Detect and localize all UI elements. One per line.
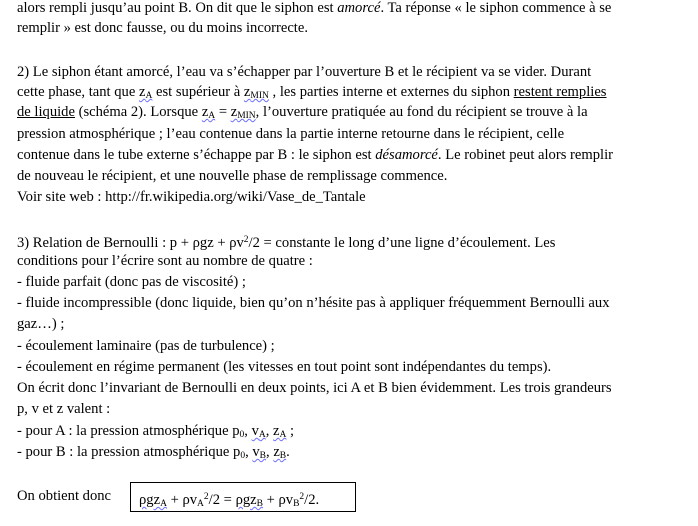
rho-g-z-a: ρgz$_A$ xyxy=(139,492,167,509)
p3-point-b: - pour B : la pression atmosphérique $p_0$, $v_B$, $z_B$. xyxy=(17,444,290,461)
bernoulli-result-box: $\rho gz_A + \rho v_A^2/2 = \rho gz_B + \rho v_B^2/2$. xyxy=(130,482,356,512)
p2-line-6: de nouveau le récipient, et une nouvelle phase de remplissage commence. xyxy=(17,168,448,184)
rho-g-z-b: ρgz$_B$ xyxy=(235,492,263,509)
p1-line-1: alors rempli jusqu’au point B. On dit que le siphon est amorcé. Ta réponse « le siphon commence à se xyxy=(17,0,612,16)
p3-line-1: 3) Relation de Bernoulli : $p + \rho gz + \rho v^2/2$ = constante le long d’une ligne d’écoulement. Les xyxy=(17,235,556,251)
p2-line-2: cette phase, tant que $z_A$ est supérieur à $z_{MIN}$ , les parties interne et externes du siphon restent remplies xyxy=(17,84,607,101)
p2-line-1: 2) Le siphon étant amorcé, l’eau va s’échapper par l’ouverture B et le récipient va se vider. Durant xyxy=(17,64,592,80)
p3-bullet-3: - écoulement laminaire (pas de turbulence) ; xyxy=(17,338,275,354)
p2-line-3: de liquide (schéma 2). Lorsque $z_A = z_{MIN}$, l’ouverture pratiquée au fond du récipient se trouve à la xyxy=(17,104,588,121)
p3-line-9: p, v et z valent : xyxy=(17,401,111,417)
p2-line-4: pression atmosphérique ; l’eau contenue dans la partie interne retourne dans le récipient, celle xyxy=(17,126,565,142)
p3-bullet-1: - fluide parfait (donc pas de viscosité) ; xyxy=(17,274,246,290)
z-a-symbol: $z_A$ xyxy=(138,84,153,101)
p2-weblink: Voir site web : http://fr.wikipedia.org/wiki/Vase_de_Tantale xyxy=(17,189,366,205)
p3-bullet-2: - fluide incompressible (donc liquide, bien qu’on n’hésite pas à appliquer fréquemment Bernoulli aux xyxy=(17,295,610,311)
p3-line-8: On écrit donc l’invariant de Bernoulli en deux points, ici A et B bien évidemment. Les trois grandeurs xyxy=(17,380,612,396)
result-label: On obtient donc xyxy=(17,488,112,504)
p1-line-2: remplir » est donc fausse, ou du moins incorrecte. xyxy=(17,20,308,36)
p3-bullet-4: - écoulement en régime permanent (les vitesses en tout point sont indépendantes du temps). xyxy=(17,359,552,375)
p3-point-a: - pour A : la pression atmosphérique $p_0$, $v_A$, $z_A$ ; xyxy=(17,423,295,440)
p2-line-5: contenue dans le tube externe s’échappe par B : le siphon est désamorcé. Le robinet peut alors remplir xyxy=(17,147,613,163)
p3-line-gaz: gaz…) ; xyxy=(17,316,65,332)
p3-line-2: conditions pour l’écrire sont au nombre de quatre : xyxy=(17,253,313,269)
z-min-symbol: $z_{MIN}$ xyxy=(243,84,269,101)
